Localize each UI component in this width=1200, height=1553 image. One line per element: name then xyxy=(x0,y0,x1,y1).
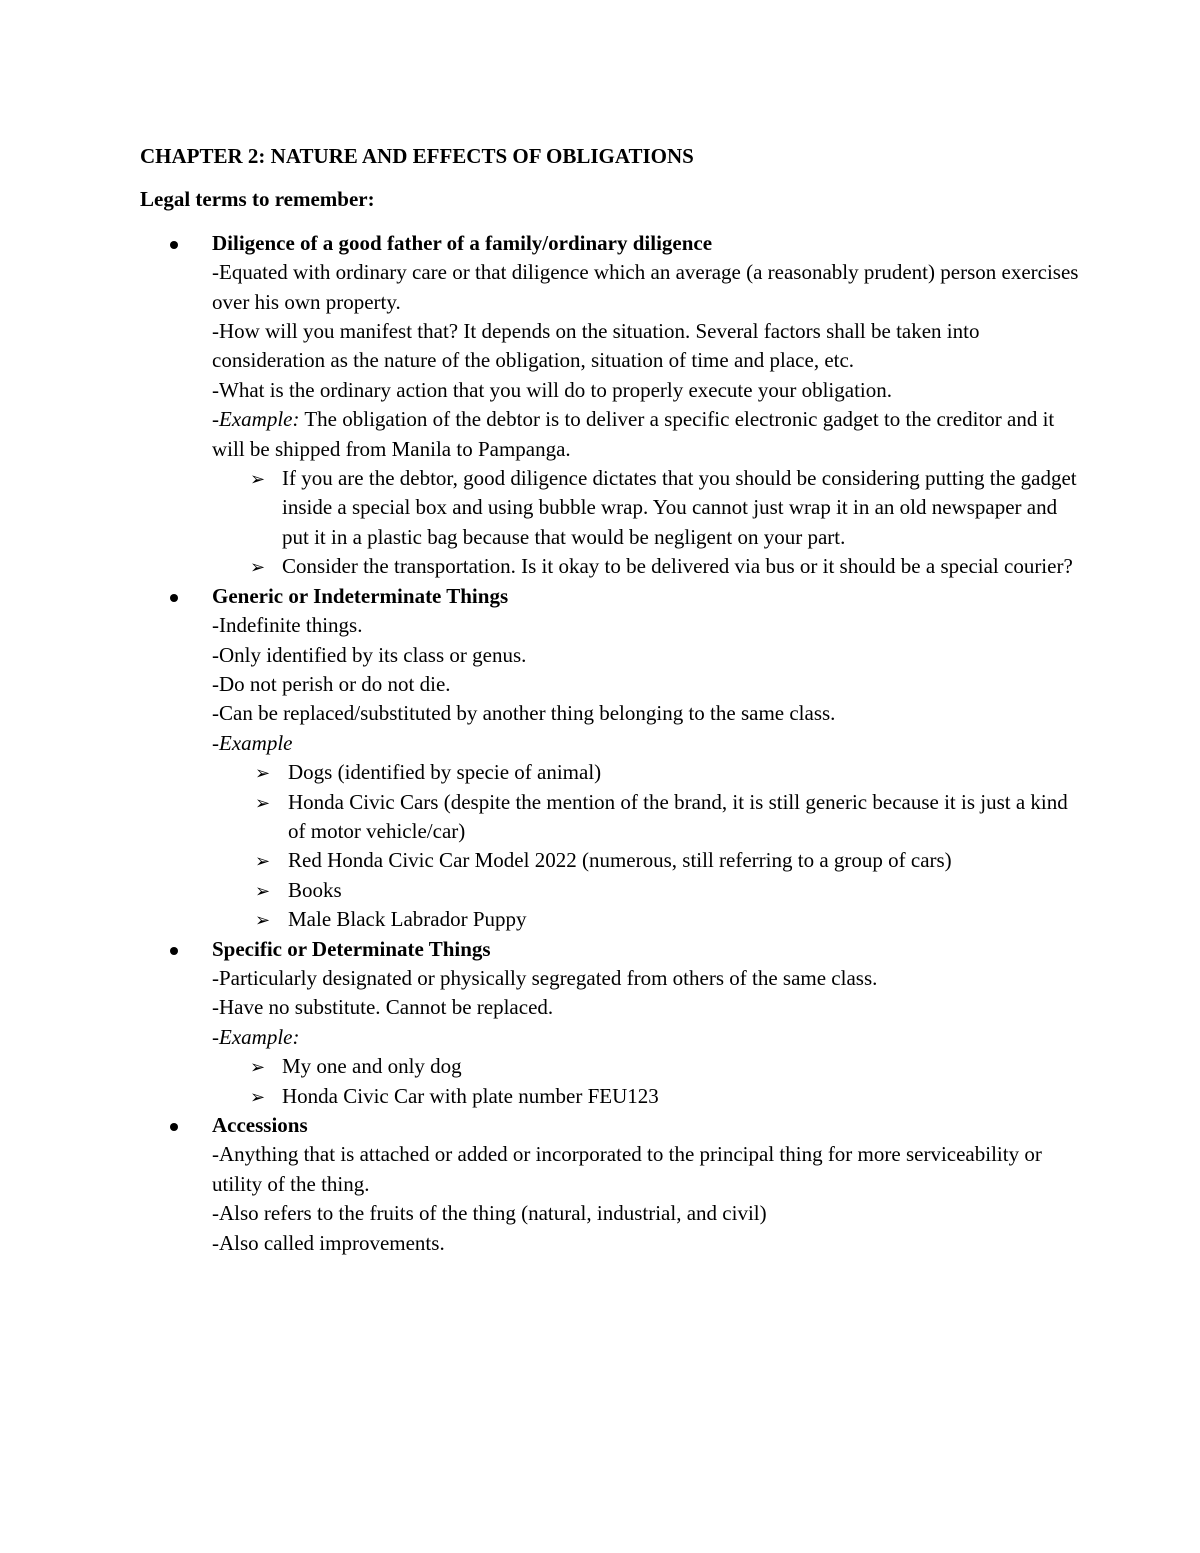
example-label: Example xyxy=(219,730,293,755)
definition-line: -Only identified by its class or genus. xyxy=(212,642,527,667)
list-item-text: Red Honda Civic Car Model 2022 (numerous, still referring to a group of cars) xyxy=(288,848,952,873)
definition-line: -How will you manifest that? It depends on the situation. Several factors shall be taken into consideration as the nature of the obligation, situation of time and place, etc. xyxy=(212,319,980,373)
section-accessions xyxy=(140,1111,1080,1258)
term-heading: Accessions xyxy=(212,1113,308,1137)
arrow-bullet-icon: ➢ xyxy=(255,792,271,813)
definition-line: -What is the ordinary action that you will do to properly execute your obligation. xyxy=(212,377,892,402)
list-item xyxy=(212,876,1080,905)
bullet-icon xyxy=(170,1123,178,1131)
list-item-text: Dogs (identified by specie of animal) xyxy=(288,760,602,785)
arrow-bullet-icon: ➢ xyxy=(250,557,266,578)
example-line xyxy=(212,729,1080,758)
arrow-bullet-icon: ➢ xyxy=(255,910,271,931)
arrow-bullet-icon: ➢ xyxy=(255,851,271,872)
example-prefix: - xyxy=(212,730,219,755)
term-heading: Diligence of a good father of a family/ordinary diligence xyxy=(212,230,713,255)
list-item xyxy=(212,905,1080,934)
definition-line: -Also called improvements. xyxy=(212,1230,445,1255)
list-item-text: Consider the transportation. Is it okay to be delivered via bus or it should be a special courier? xyxy=(282,554,1073,579)
example-label: Example: xyxy=(219,407,300,432)
arrow-bullet-icon: ➢ xyxy=(250,1057,266,1078)
list-item-text: Honda Civic Cars (despite the mention of the brand, it is still generic because it is just a kind of motor vehicle/car) xyxy=(288,789,1068,843)
example-line xyxy=(212,1023,1080,1052)
example-line xyxy=(212,405,1080,464)
list-item xyxy=(212,464,1080,552)
list-item-text: Honda Civic Car with plate number FEU123 xyxy=(282,1083,659,1108)
list-item-text: Books xyxy=(288,877,342,902)
example-prefix: - xyxy=(212,407,219,432)
section-specific-things xyxy=(140,935,1080,1111)
chapter-title: CHAPTER 2: NATURE AND EFFECTS OF OBLIGATIONS xyxy=(140,144,694,168)
list-item xyxy=(212,1052,1080,1081)
list-item-text: Male Black Labrador Puppy xyxy=(288,907,527,932)
definition-line: -Can be replaced/substituted by another thing belonging to the same class. xyxy=(212,701,836,726)
definition-line: -Have no substitute. Cannot be replaced. xyxy=(212,995,554,1020)
list-item xyxy=(212,758,1080,787)
example-text: The obligation of the debtor is to deliver a specific electronic gadget to the creditor and it will be shipped from Manila to Pampanga. xyxy=(212,407,1055,461)
list-item xyxy=(212,552,1080,581)
arrow-bullet-icon: ➢ xyxy=(255,763,271,784)
bullet-icon xyxy=(170,947,178,955)
arrow-bullet-icon: ➢ xyxy=(250,1086,266,1107)
example-label: Example: xyxy=(219,1024,300,1049)
arrow-bullet-icon: ➢ xyxy=(250,469,266,490)
definition-line: -Do not perish or do not die. xyxy=(212,671,451,696)
list-item xyxy=(212,1082,1080,1111)
definition-line: -Particularly designated or physically segregated from others of the same class. xyxy=(212,965,878,990)
list-item-text: My one and only dog xyxy=(282,1054,462,1079)
definition-line: -Anything that is attached or added or incorporated to the principal thing for more serviceability or utility of the thing. xyxy=(212,1142,1042,1196)
term-heading: Generic or Indeterminate Things xyxy=(212,583,509,608)
bullet-icon xyxy=(170,594,178,602)
definition-line: -Also refers to the fruits of the thing (natural, industrial, and civil) xyxy=(212,1201,767,1226)
section-generic-things xyxy=(140,582,1080,935)
subheading: Legal terms to remember: xyxy=(140,187,375,212)
term-heading: Specific or Determinate Things xyxy=(212,936,491,961)
definition-line: -Equated with ordinary care or that diligence which an average (a reasonably prudent) person exercises over his own property. xyxy=(212,260,1079,314)
list-item xyxy=(212,846,1080,875)
section-diligence xyxy=(140,229,1080,582)
list-item-text: If you are the debtor, good diligence dictates that you should be considering putting the gadget inside a special box and using bubble wrap. You cannot just wrap it in an old newspaper and put it in a plastic bag because that would be negligent on your part. xyxy=(282,466,1077,549)
list-item xyxy=(212,788,1080,847)
document-page xyxy=(140,142,1080,1258)
arrow-bullet-icon: ➢ xyxy=(255,880,271,901)
bullet-icon xyxy=(170,241,178,249)
example-prefix: - xyxy=(212,1024,219,1049)
definition-line: -Indefinite things. xyxy=(212,613,363,638)
